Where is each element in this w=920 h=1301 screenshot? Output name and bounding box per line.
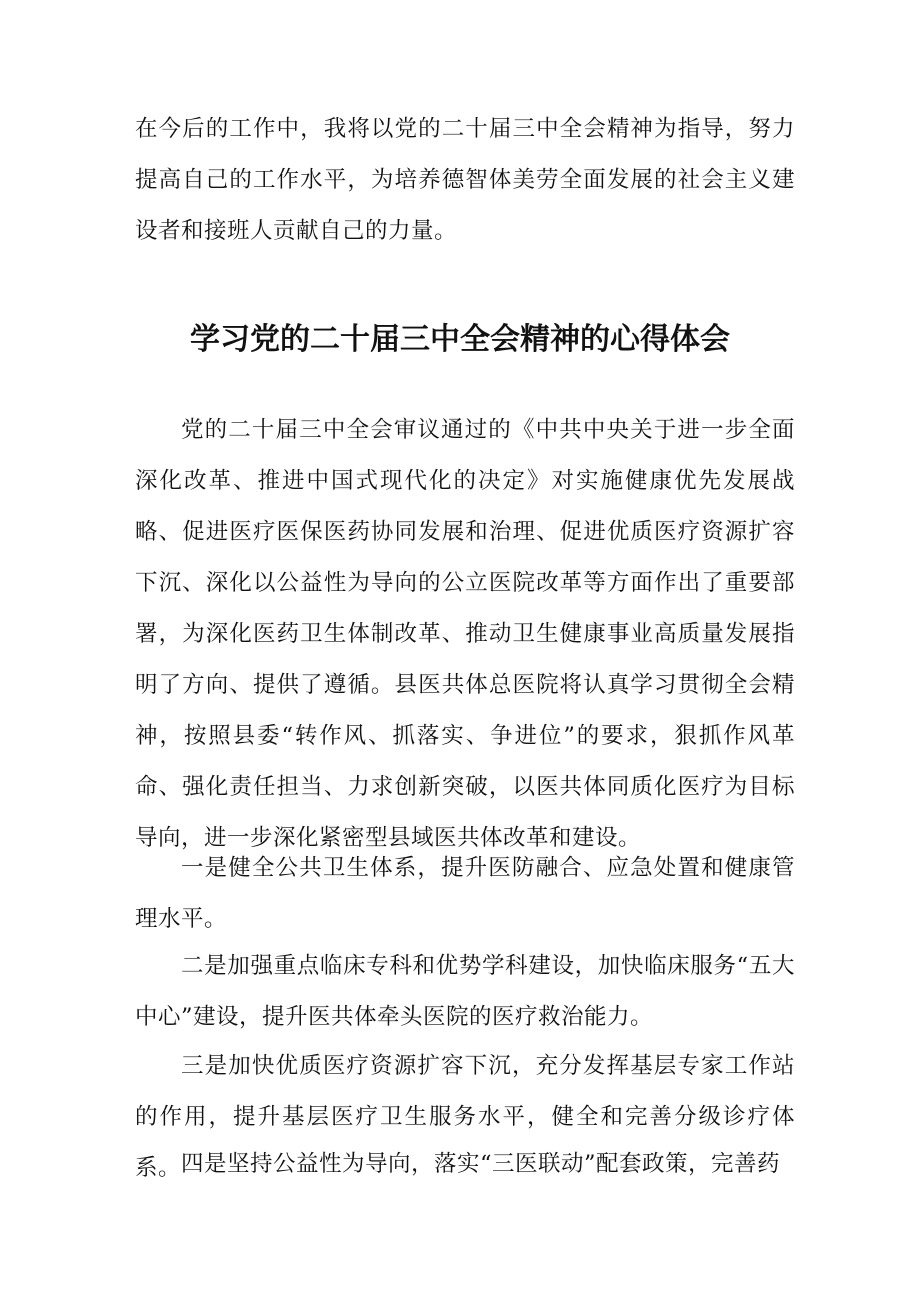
page-title: 学习党的二十届三中全会精神的心得体会 bbox=[190, 322, 730, 357]
paragraph-main: 党的二十届三中全会审议通过的《中共中央关于进一步全面深化改革、推进中国式现代化的决定》对实施健康优先发展战略、促进医疗医保医药协同发展和治理、促进优质医疗资源扩容下沉、深化以公益性为导向的公立医院改革等方面作出了重要部署，为深化医药卫生体制改革、推动卫生健康事业高质量发展指明了方向、提供了遵循。县医共体总医院将认真学习贯彻全会精神，按照县委“转作风、抓落实、争进位”的要求，狠抓作风革命、强化责任担当、力求创新突破，以医共体同质化医疗为目标导向，进一步深化紧密型县域医共体改革和建设。 bbox=[135, 417, 795, 851]
paragraph-point-2: 二是加强重点临床专科和优势学科建设，加快临床服务“五大中心”建设，提升医共体牵头医院的医疗救治能力。 bbox=[135, 953, 795, 1030]
paragraph-point-3: 三是加快优质医疗资源扩容下沉，充分发挥基层专家工作站的作用，提升基层医疗卫生服务水平，健全和完善分级诊疗体系。 bbox=[135, 1053, 795, 1181]
intro-paragraph: 在今后的工作中，我将以党的二十届三中全会精神为指导，努力提高自己的工作水平，为培养德智体美劳全面发展的社会主义建设者和接班人贡献自己的力量。 bbox=[135, 116, 795, 244]
paragraph-point-4: 四是坚持公益性为导向，落实“三医联动”配套政策，完善药 bbox=[181, 1151, 781, 1177]
paragraph-point-1: 一是健全公共卫生体系，提升医防融合、应急处置和健康管理水平。 bbox=[135, 855, 795, 932]
